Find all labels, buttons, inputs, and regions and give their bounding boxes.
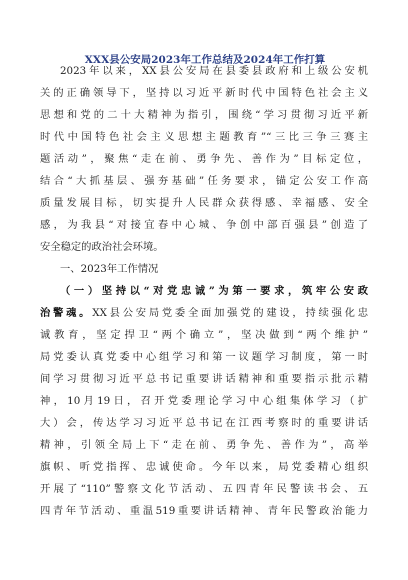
paragraph-line: 间学习贯彻习近平总书记重要讲话精神和重要指示批示精 [40, 373, 368, 385]
paragraph-text: XX县公安局党委全面加强党的建设，持续强化忠 [92, 307, 369, 319]
paragraph-line: 时代中国特色社会主义思想主题教育”“三比三争三赛主 [40, 131, 368, 143]
paragraph-line: 安全稳定的政治社会环境。 [40, 241, 164, 253]
paragraph-line: 结合“大抓基层、强夯基础”任务要求，锚定公安工作高 [40, 175, 368, 187]
paragraph-line: 关的正确领导下，坚持以习近平新时代中国特色社会主义 [40, 87, 368, 99]
paragraph-line: 质量发展目标，切实提升人民群众获得感、幸福感、安全 [40, 197, 368, 209]
paragraph-line: 感，为我县“对接宜春中心城、争创中部百强县”创造了 [40, 219, 368, 231]
paragraph-line: 神，10月19日，召开党委理论学习中心组集体学习（扩 [40, 395, 368, 407]
paragraph-line: 开展了“110”警察文化节活动、五四青年民警读书会、五 [40, 483, 368, 495]
paragraph-line [40, 302, 368, 324]
paragraph-line: 四青年节活动、重温519重要讲话精神、青年民警政治能力 [40, 505, 368, 517]
paragraph-line: 旗帜、听党指挥、忠诚使命。今年以来，局党委精心组织 [40, 461, 368, 473]
document-title: XXX县公安局2023年工作总结及2024年工作打算 [84, 54, 326, 66]
subsection-heading-end: 治警魂。 [40, 307, 93, 319]
paragraph-line: 诚教育，坚定捍卫“两个确立”，坚决做到“两个维护” [40, 329, 368, 341]
paragraph-line: 大）会，传达学习习近平总书记在江西考察时的重要讲话 [40, 417, 368, 429]
paragraph-line: 精神，引领全局上下“走在前、勇争先、善作为”，高举 [40, 439, 368, 451]
paragraph-line: 2023年以来，XX县公安局在县委县政府和上级公安机 [60, 65, 368, 77]
paragraph-line: 局党委认真党委中心组学习和第一议题学习制度，第一时 [40, 351, 368, 363]
section-heading: 一、2023年工作情况 [60, 263, 159, 275]
paragraph-line: 思想和党的二十大精神为指引，围绕“学习贯彻习近平新 [40, 109, 368, 121]
subsection-heading: （一）坚持以“对党忠诚”为第一要求，筑牢公安政 [60, 285, 368, 297]
paragraph-line: 题活动”，聚焦“走在前、勇争先、善作为”目标定位， [40, 153, 368, 165]
